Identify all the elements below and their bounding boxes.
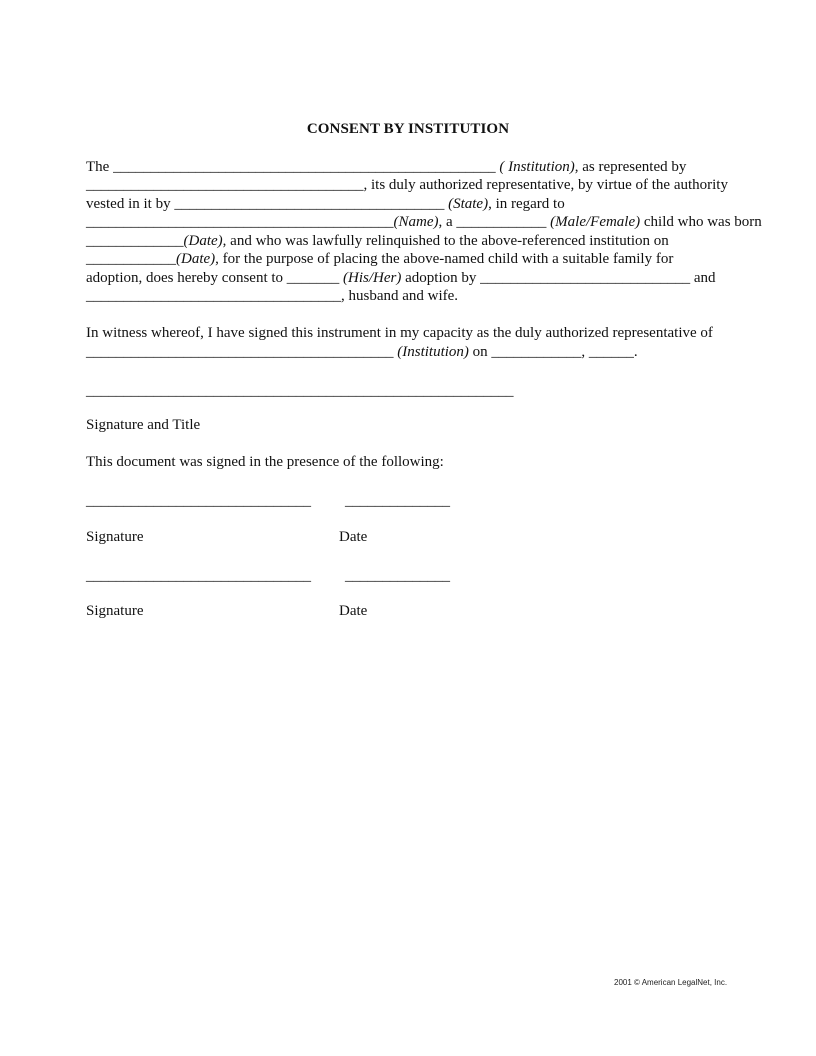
paragraph-line-1: The ___________________________________________________ ( Institution), as represented by (86, 159, 687, 175)
presence-statement: This document was signed in the presence of the following: (86, 454, 444, 470)
paragraph-line-8: __________________________________, husband and wife. (86, 288, 459, 304)
witness-1-date-label: Date (339, 529, 368, 545)
witness-2-date-blank: ______________ (345, 568, 450, 584)
witness-2-signature-blank: ______________________________ (86, 568, 311, 584)
paragraph-line-4: _________________________________________(Name), a ____________ (Male/Female) child who was born (86, 214, 762, 230)
paragraph-line-6: ____________(Date), for the purpose of placing the above-named child with a suitable family for (86, 251, 674, 267)
signature-and-title-label: Signature and Title (86, 417, 201, 433)
witness-line-2: _________________________________________ (Institution) on ____________, ______. (86, 344, 638, 360)
paragraph-line-5: _____________(Date), and who was lawfully relinquished to the above-referenced institution on (86, 233, 669, 249)
witness-1-signature-label: Signature (86, 529, 144, 545)
witness-1-signature-blank: ______________________________ (86, 493, 311, 509)
witness-2-signature-label: Signature (86, 603, 144, 619)
paragraph-line-7: adoption, does hereby consent to _______ (His/Her) adoption by ____________________________ and (86, 270, 716, 286)
witness-line-1: In witness whereof, I have signed this instrument in my capacity as the duly authorized representative of (86, 325, 713, 341)
signature-blank: _________________________________________________________ (86, 383, 514, 399)
copyright-footer: 2001 © American LegalNet, Inc. (614, 978, 728, 987)
document-title: CONSENT BY INSTITUTION (306, 121, 510, 137)
paragraph-line-3: vested in it by ____________________________________ (State), in regard to (86, 196, 565, 212)
paragraph-line-2: _____________________________________, its duly authorized representative, by virtue of the authority (86, 177, 728, 193)
witness-1-date-blank: ______________ (345, 493, 450, 509)
witness-2-date-label: Date (339, 603, 368, 619)
